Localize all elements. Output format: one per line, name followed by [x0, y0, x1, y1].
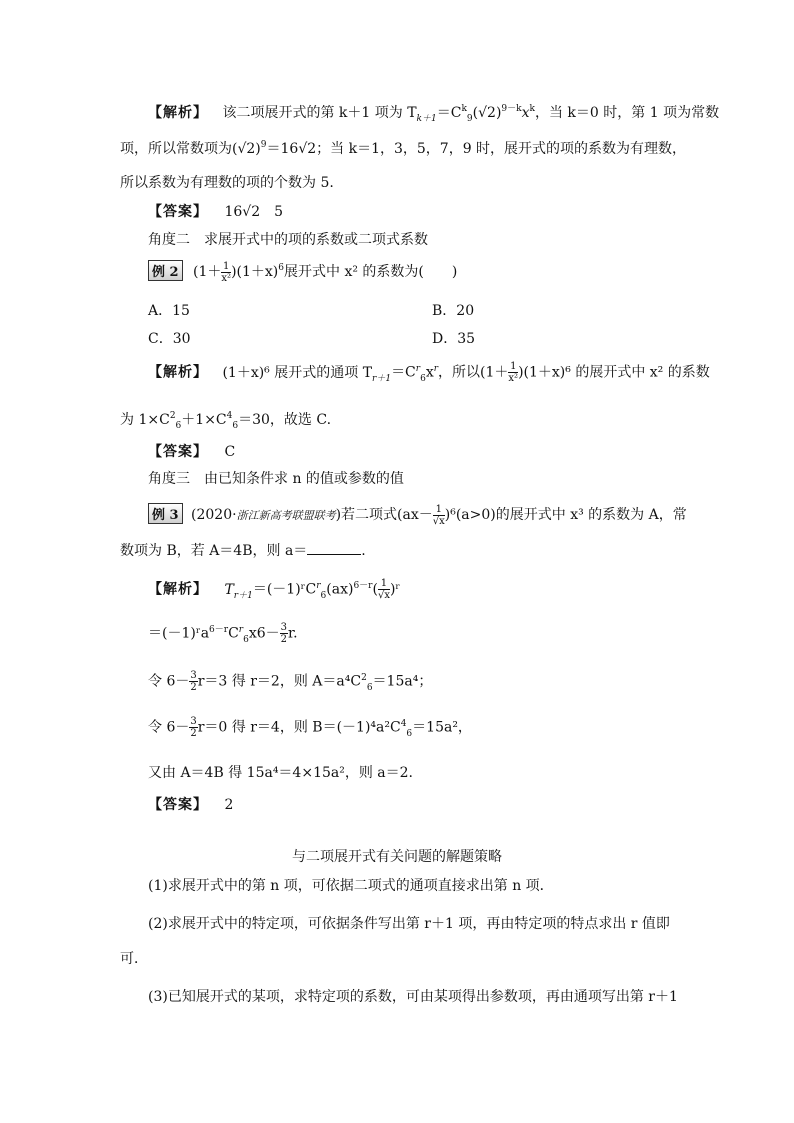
analysis-line: 为 $1\times C^2_6+1\times C^4_6=30$，故选 C.	[120, 411, 332, 431]
analysis-text: 为 1×C	[120, 412, 170, 428]
stem-text: (1＋	[193, 264, 222, 280]
analysis-line: $=(-1)ʳa^{6-r}C^r_6x6-$ $\frac{3}{2}$ r.	[148, 622, 298, 645]
fraction-denominator: x²	[221, 272, 232, 284]
analysis-text: ＝30，故选 C.	[238, 412, 332, 428]
analysis-text: (1＋x)⁶ 展开式的通项 T	[222, 364, 373, 381]
analysis-text: C	[228, 625, 239, 642]
stem-text: .	[361, 543, 366, 559]
analysis-text: (√2)	[472, 105, 502, 121]
option-c: C．30	[148, 331, 191, 347]
analysis-text: 所以系数为有理数的项的个数为 5.	[120, 175, 334, 191]
stem-text: (2020·	[191, 507, 237, 523]
fraction	[433, 504, 445, 527]
fraction: $\frac{3}{2}$	[190, 716, 197, 739]
subscript: k＋1	[416, 114, 437, 124]
answer-value: 16√2 5	[224, 204, 284, 220]
analysis-text: ＋1×C	[181, 412, 227, 428]
analysis-text: )ʳ	[389, 581, 401, 598]
fraction-numerator: 3	[280, 622, 288, 633]
fraction	[221, 261, 231, 284]
option-d: D．35	[432, 331, 476, 347]
answer-line	[148, 441, 794, 461]
analysis-line: 【解析】 (1＋x)⁶ 展开式的通项 $T_{r+1}=C^r_6x^r$，所以(1＋ $\frac{1}{\text{x²}}$ )(1＋x)⁶ 的展开式中 x² 的系数	[148, 361, 710, 384]
analysis-text: )(1＋x)⁶ 的展开式中 x² 的系数	[518, 364, 710, 381]
analysis-line: 项，所以常数项为$(√2)^9=16√2$；当 k＝1，3，5，7，9 时，展开式的项的系数为有理数，	[120, 140, 687, 157]
answer-label: 【答案】	[148, 204, 208, 220]
option-a: A．15	[148, 303, 190, 319]
strategy-item: (1)求展开式中的第 n 项，可依据二项式的通项直接求出第 n 项．	[148, 878, 554, 894]
analysis-text: 令 6－	[148, 673, 190, 690]
subscript: 9	[466, 114, 473, 124]
analysis-text: T	[224, 581, 234, 598]
analysis-text: (	[372, 581, 378, 598]
section-heading: 角度三 由已知条件求 n 的值或参数的值	[148, 471, 404, 487]
stem-text: 数项为 B，若 A＝4B，则 a＝	[120, 543, 308, 559]
answer-blank[interactable]	[307, 542, 361, 555]
answer-line	[148, 201, 794, 221]
stem-text: )⁶(a>0)的展开式中 x³ 的系数为 A，常	[444, 507, 687, 523]
strategy-item: (3)已知展开式的某项，求特定项的系数，可由某项得出参数项，再由通项写出第 r＋1	[148, 989, 678, 1005]
analysis-text: 令 6－	[148, 719, 190, 736]
analysis-text: ＝C	[391, 364, 416, 381]
fraction-numerator: 1	[433, 504, 445, 516]
fraction: $\frac{1}{√x}$	[377, 578, 390, 601]
section-heading: 角度二 求展开式中的项的系数或二项式系数	[148, 232, 428, 248]
example-tag: 例 3	[148, 503, 183, 524]
analysis-text: ＝C	[436, 105, 462, 121]
analysis-text: ＝15a⁴；	[372, 673, 433, 690]
analysis-text: ，当 k＝0 时，第 1 项为常数	[534, 105, 720, 121]
answer-value: 2	[224, 797, 234, 813]
question-stem: 例 2 (1＋ $\frac{1}{\text{x²}}$ )$(1+x)^6$展开式中 x² 的系数为( )	[148, 260, 794, 284]
fraction	[280, 622, 288, 645]
analysis-text: 该二项展开式的第 k＋1 项为 T	[222, 105, 417, 121]
analysis-text: r.	[288, 625, 298, 642]
analysis-text: ＝16√2；当 k＝1，3，5，7，9 时，展开式的项的系数为有理数，	[266, 141, 687, 157]
answer-label: 【答案】	[148, 444, 208, 460]
analysis-label: 【解析】	[148, 105, 208, 121]
option-b: B．20	[432, 303, 475, 319]
analysis-text: r＝3 得 r＝2，则 A＝a⁴C	[197, 673, 362, 690]
strategy-item: (2)求展开式中的特定项，可依据条件写出第 r＋1 项，再由特定项的特点求出 r 值即	[148, 916, 670, 932]
analysis-text: ＝(－1)ʳC	[252, 581, 317, 598]
analysis-text: x6－	[248, 625, 280, 642]
analysis-text: 项，所以常数项为(√2)	[120, 141, 261, 157]
analysis-text: ＝15a²，	[412, 719, 472, 736]
question-stem	[148, 503, 794, 527]
answer-label: 【答案】	[148, 797, 208, 813]
stem-text: )若二项式(ax－	[335, 507, 433, 523]
analysis-line: 令 6－ $\frac{3}{2}$ r＝3 得 r＝2，则 $A=a^4C^2_6=15a^4$；	[148, 670, 433, 693]
analysis-text: x	[425, 364, 434, 381]
fraction: $\frac{1}{\text{x²}}$	[508, 361, 519, 384]
analysis-text: ，所以(1＋	[438, 364, 509, 381]
fraction-denominator: 2	[280, 634, 288, 645]
question-stem	[120, 540, 794, 560]
superscript: 9－k	[501, 104, 522, 114]
analysis-line: 令 6－ $\frac{3}{2}$ r＝0 得 r＝4，则 $B=(-1)^4a^2C^4_6=15a^2$，	[148, 716, 472, 739]
stem-text: 展开式中 x² 的系数为( )	[284, 264, 458, 280]
analysis-label: 【解析】	[148, 364, 208, 381]
analysis-line: 【解析】 $T_{r+1}=(-1)ʳC^r_6(ax)^{6-r}$( $\frac{1}{√x}$ )ʳ	[148, 578, 401, 601]
fraction: $\frac{3}{2}$	[190, 670, 197, 693]
superscript: k	[461, 104, 467, 114]
analysis-text: 又由 A＝4B 得 15a⁴＝4×15a²，则 a＝2.	[148, 765, 413, 781]
source-label: 浙江新高考联盟联考	[236, 509, 336, 522]
analysis-text: ＝(－1)ʳa	[148, 625, 210, 642]
analysis-text: r＝0 得 r＝4，则 B＝(－1)⁴a²C	[197, 719, 401, 736]
answer-value: C	[224, 444, 236, 460]
fraction-numerator: 1	[223, 260, 230, 272]
analysis-label: 【解析】	[148, 581, 208, 598]
strategy-title: 与二项展开式有关问题的解题策略	[292, 849, 502, 865]
fraction-denominator: √x	[432, 515, 445, 527]
answer-line	[148, 794, 794, 814]
strategy-item-cont: 可．	[120, 951, 148, 967]
analysis-text: (ax)	[326, 581, 354, 598]
example-tag: 例 2	[148, 260, 183, 281]
stem-text: )(1＋x)	[231, 264, 279, 280]
analysis-line: 【解析】 该二项展开式的第 k＋1 项为 $T_{k+1}=C^k_9(√2)^{9-k}x^k$，当 k＝0 时，第 1 项为常数	[148, 104, 720, 124]
